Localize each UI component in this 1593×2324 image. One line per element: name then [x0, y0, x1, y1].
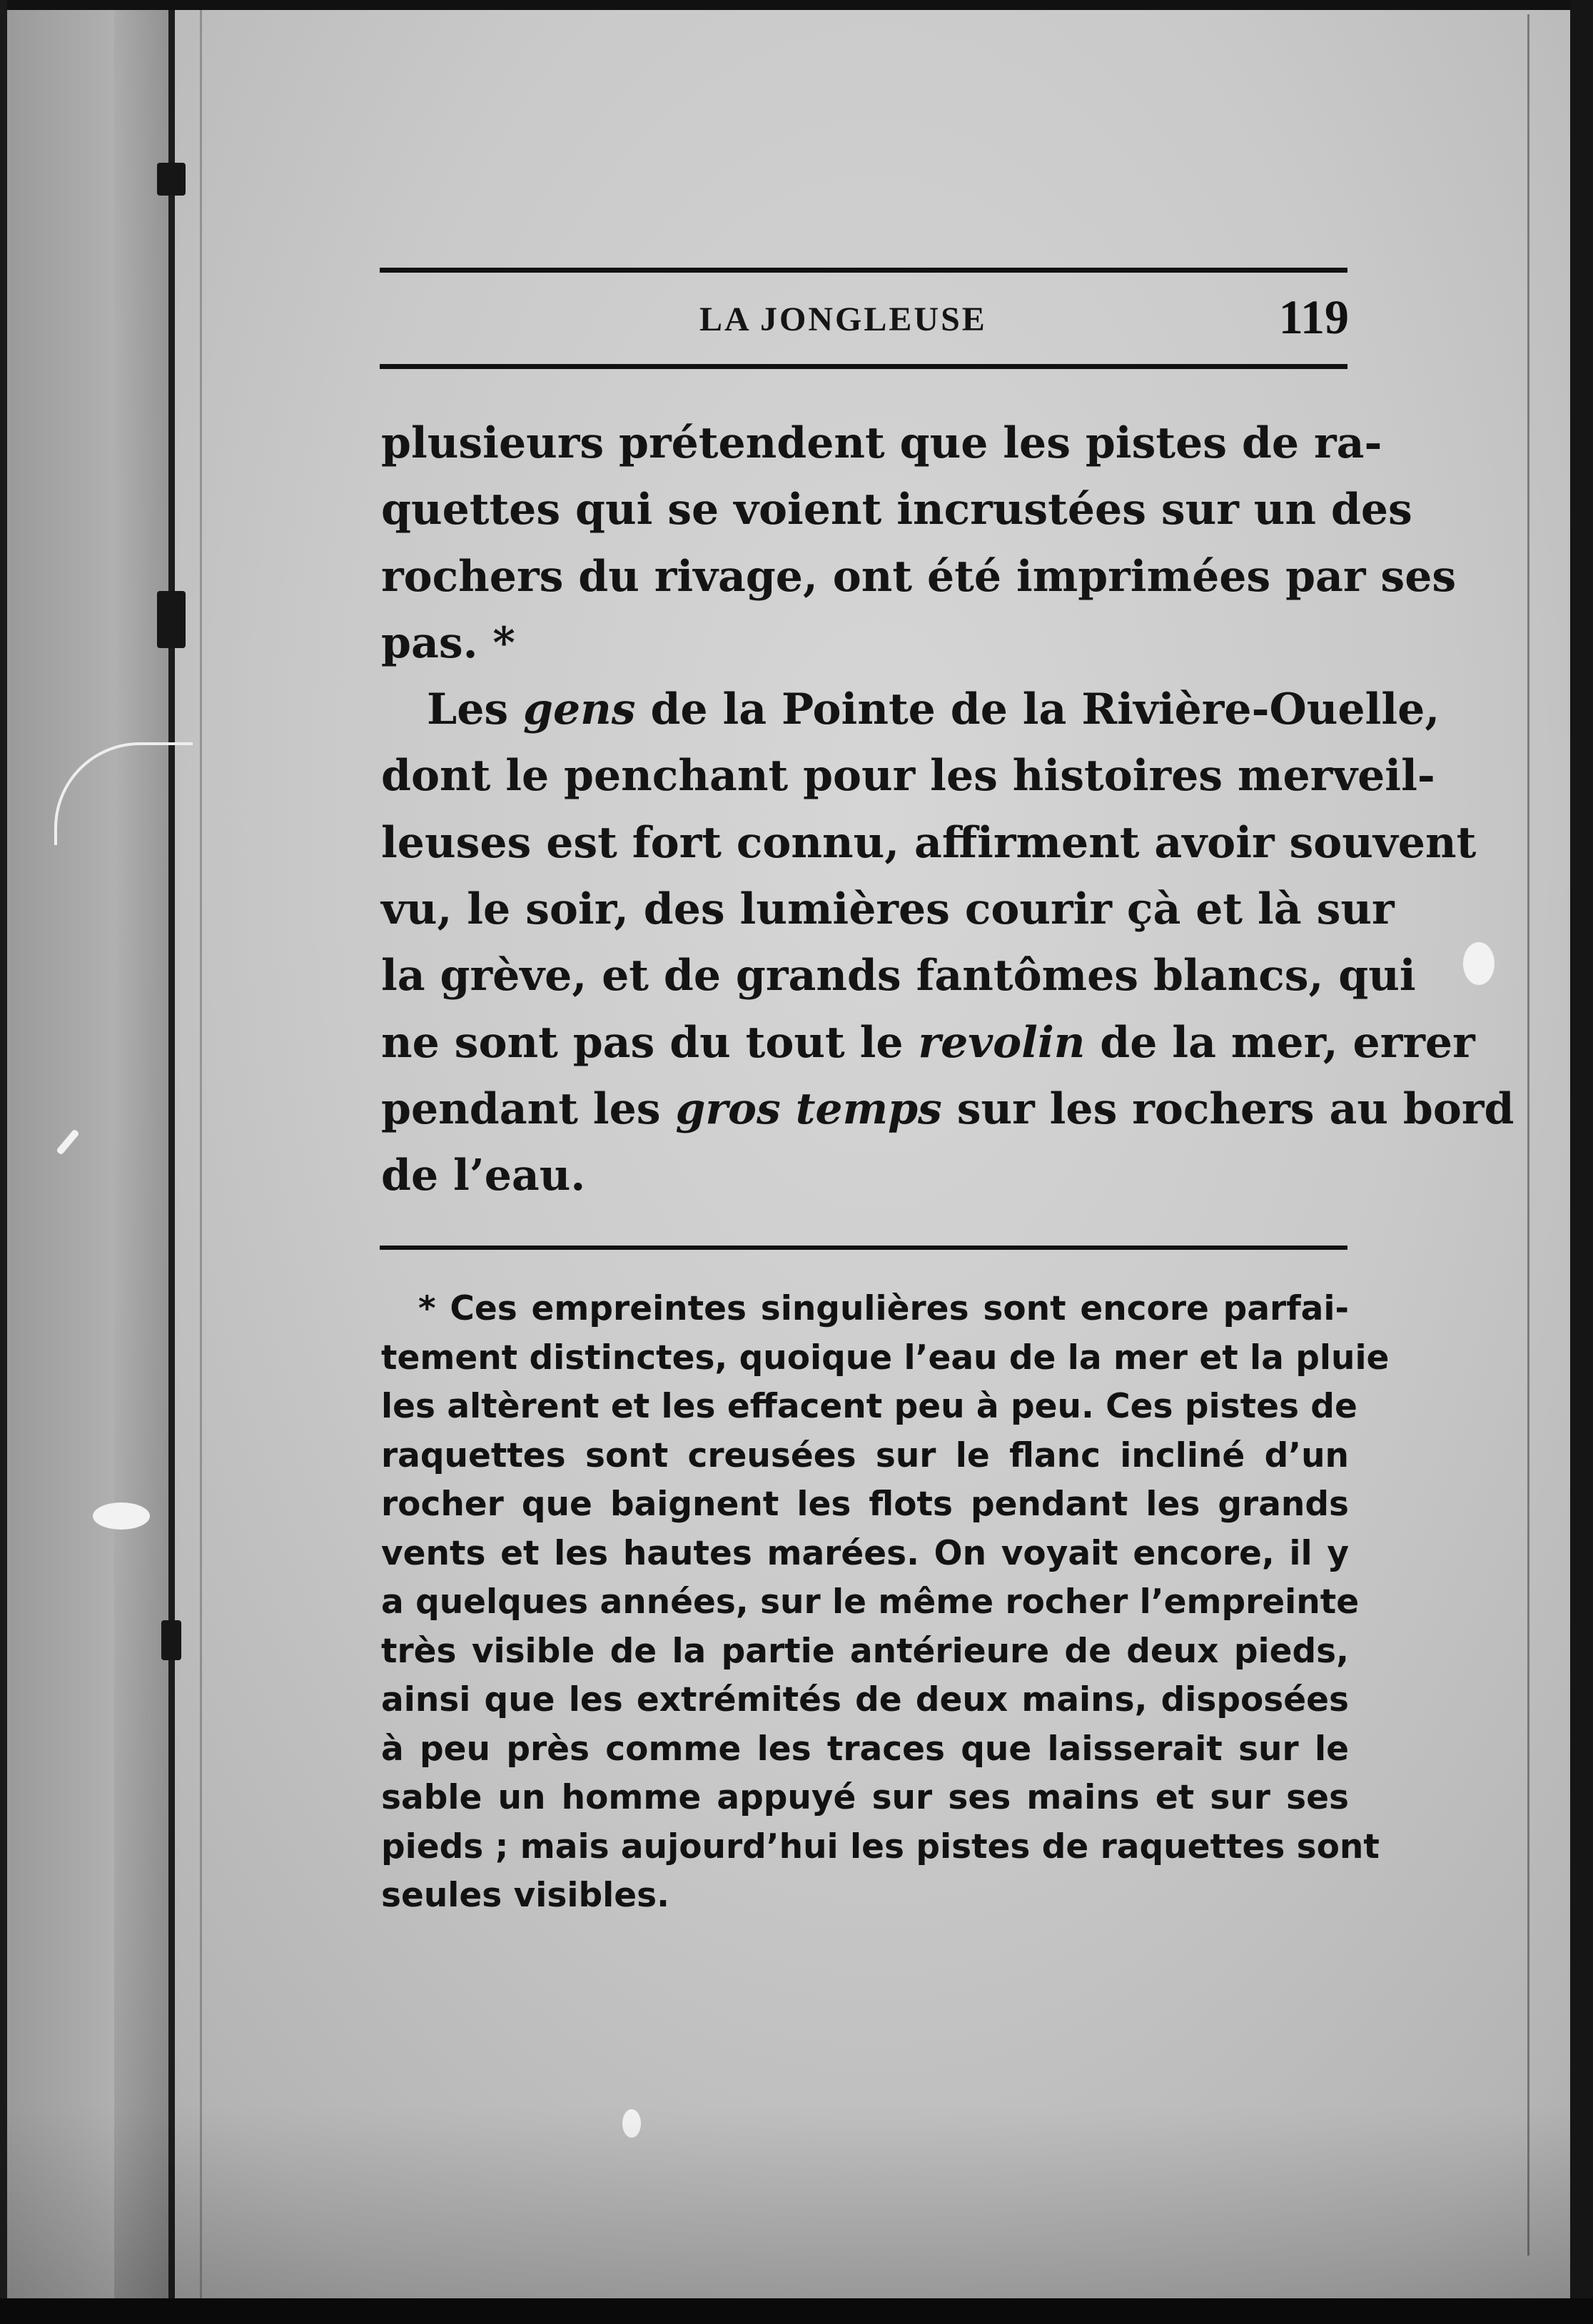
footnote-rule — [380, 1246, 1347, 1250]
body-line: Les gens de la Pointe de la Rivière-Ouelle, — [427, 684, 1440, 735]
footnote-line: très visible de la partie antérieure de deux pieds, — [381, 1631, 1349, 1671]
binding-staple — [157, 591, 186, 648]
body-text — [381, 410, 1514, 1210]
footnote — [381, 1285, 1390, 1921]
body-line: ne sont pas du tout le revolin de la mer, errer — [381, 1017, 1475, 1068]
body-line: quettes qui se voient incrustées sur un des — [381, 485, 1412, 535]
footnote-line: sable un homme appuyé sur ses mains et sur ses — [381, 1778, 1349, 1817]
gutter-line — [200, 0, 202, 2298]
scan-border — [0, 2298, 1593, 2324]
footnote-line: raquettes sont creusées sur le flanc incliné d’un — [381, 1435, 1349, 1475]
footnote-line: tement distinctes, quoique l’eau de la mer et la pluie — [381, 1338, 1390, 1378]
italic-word: gros temps — [675, 1083, 942, 1134]
binding-spine — [168, 0, 175, 2298]
body-line: dont le penchant pour les histoires merveil- — [381, 751, 1435, 802]
binding-staple — [157, 163, 186, 196]
bottom-shading — [0, 2106, 1593, 2298]
scan-speck — [1463, 942, 1495, 985]
body-line: plusieurs prétendent que les pistes de ra- — [381, 418, 1382, 468]
body-line: leuses est fort connu, affirment avoir souvent — [381, 817, 1477, 868]
scan-border — [1570, 0, 1593, 2324]
scan-border — [0, 0, 7, 2324]
body-line: vu, le soir, des lumières courir çà et là sur — [381, 884, 1395, 935]
footnote-line: à peu près comme les traces que laisserait sur le — [381, 1729, 1349, 1769]
italic-word: gens — [523, 684, 636, 735]
footnote-line: a quelques années, sur le même rocher l’empreinte — [381, 1582, 1360, 1622]
footnote-line: rocher que baignent les flots pendant les grands — [381, 1485, 1349, 1524]
header-rule-top — [380, 268, 1347, 273]
footnote-line: ainsi que les extrémités de deux mains, disposées — [381, 1680, 1349, 1719]
footnote-line: les altèrent et les effacent peu à peu. Ces pistes de — [381, 1387, 1357, 1426]
body-line: pas. * — [381, 617, 515, 668]
footnote-line: pieds ; mais aujourd’hui les pistes de raquettes sont — [381, 1827, 1380, 1866]
page-number: 119 — [1278, 290, 1349, 344]
scan-border — [0, 0, 1593, 10]
body-line: la grève, et de grands fantômes blancs, qui — [381, 951, 1416, 1001]
body-line: rochers du rivage, ont été imprimées par ses — [381, 551, 1457, 602]
footnote-line: vents et les hautes marées. On voyait encore, il y — [381, 1533, 1349, 1573]
footnote-line: * Ces empreintes singulières sont encore parfai- — [418, 1289, 1349, 1328]
binding-staple — [161, 1620, 181, 1660]
body-line: pendant les gros temps sur les rochers au bord — [381, 1083, 1514, 1134]
binding-shadow — [114, 0, 168, 2298]
italic-word: revolin — [918, 1017, 1086, 1068]
header-rule-bottom — [380, 364, 1347, 369]
body-line: de l’eau. — [381, 1151, 586, 1201]
page-edge-line — [1527, 14, 1529, 2255]
running-title: LA JONGLEUSE — [699, 300, 987, 338]
scan-speck — [93, 1502, 150, 1530]
footnote-line: seules visibles. — [381, 1876, 669, 1915]
